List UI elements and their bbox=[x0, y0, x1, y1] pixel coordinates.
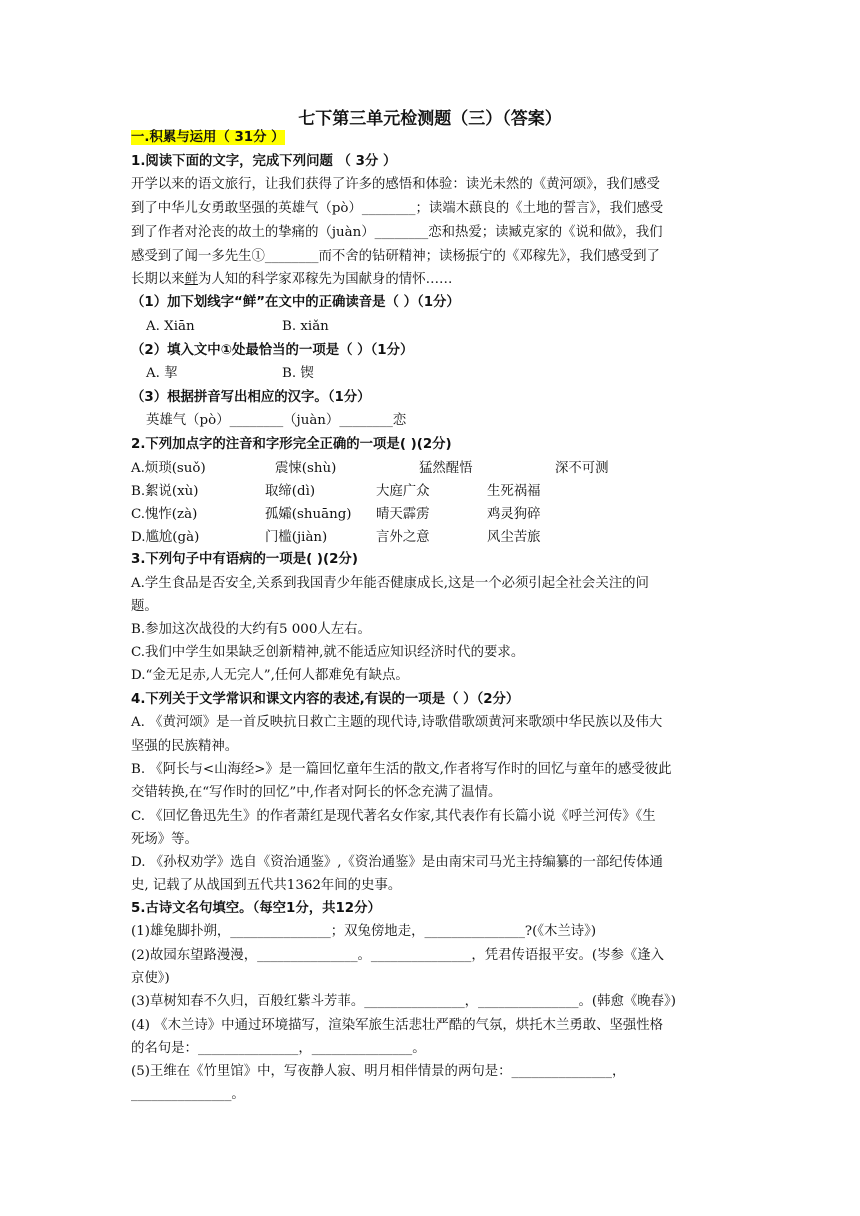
q4-line: A. 《黄河颂》是一首反映抗日救亡主题的现代诗,诗歌借歌颂黄河来歌颂中华民族以及伟大 bbox=[131, 715, 663, 730]
q1-passage-line-1: 开学以来的语文旅行，让我们获得了许多的感悟和体验：读光未然的《黄河颂》，我们感受 bbox=[131, 177, 660, 192]
q3-line: B.参加这次战役的大约有5 000人左右。 bbox=[131, 622, 371, 637]
q4-line: 史, 记载了从战国到五代共1362年间的史事。 bbox=[131, 878, 402, 893]
q1-passage-line-5: 长期以来鲜为人知的科学家邓稼先为国献身的情怀…… bbox=[131, 272, 453, 287]
q4-line: D. 《孙权劝学》选自《资治通鉴》,《资治通鉴》是由南宋司马光主持编纂的一部纪传体通 bbox=[131, 855, 663, 870]
q2-option-row bbox=[131, 505, 731, 525]
q5-stem: 5.古诗文名句填空。（每空1分，共12分） bbox=[131, 901, 381, 916]
q2-cell: 生死祸福 bbox=[487, 484, 541, 499]
q1-sub2: （2）填入文中①处最恰当的一项是（ ）（1分） bbox=[131, 343, 414, 358]
q1-sub1-option-a: A. Xiān bbox=[146, 319, 195, 334]
underlined-char: 鲜 bbox=[184, 272, 198, 287]
q5-line: (2)故园东望路漫漫，_______________。_______________，凭君传语报平安。(岑参《逢入 bbox=[131, 948, 665, 963]
q5-line: 的名句是：_______________，_______________。 bbox=[131, 1041, 426, 1056]
q3-line: C.我们中学生如果缺乏创新精神,就不能适应知识经济时代的要求。 bbox=[131, 645, 525, 660]
q5-line: 京使》) bbox=[131, 971, 170, 986]
q2-cell: 言外之意 bbox=[376, 530, 430, 545]
q2-cell: 风尘苦旅 bbox=[487, 530, 541, 545]
q1-passage-line-2: 到了中华儿女勇敢坚强的英雄气（pò）________；读端木蕻良的《土地的誓言》，我们感受 bbox=[131, 201, 664, 216]
q2-option-row bbox=[131, 528, 731, 548]
q2-cell: 门槛(jiàn) bbox=[265, 530, 328, 545]
q5-line: (5)王维在《竹里馆》中，写夜静人寂、明月相伴情景的两句是：_______________， bbox=[131, 1064, 626, 1079]
q1-sub1: （1）加下划线字“鲜”在文中的正确读音是（ ）（1分） bbox=[131, 295, 460, 310]
q1-passage-line-3: 到了作者对沦丧的故土的挚痛的（juàn）________恋和热爱；读臧克家的《说和做》，我们 bbox=[131, 225, 663, 240]
q2-cell: 猛然醒悟 bbox=[419, 461, 473, 476]
section-heading bbox=[131, 128, 731, 148]
q2-cell: B.絮说(xù) bbox=[131, 484, 199, 499]
q3-stem: 3.下列句子中有语病的一项是( )(2分) bbox=[131, 552, 358, 567]
q1-sub2-option-b: B. 锲 bbox=[282, 366, 314, 381]
q1-sub1-option-b: B. xiǎn bbox=[282, 319, 329, 334]
q1-sub1-options bbox=[146, 317, 746, 337]
q2-cell: D.尴尬(gà) bbox=[131, 530, 200, 545]
q3-line: D.“金无足赤,人无完人”,任何人都难免有缺点。 bbox=[131, 668, 409, 683]
q2-cell: 取缔(dì) bbox=[265, 484, 316, 499]
q2-cell: C.愧怍(zà) bbox=[131, 507, 198, 522]
q4-line: C. 《回忆鲁迅先生》的作者萧红是现代著名女作家,其代表作有长篇小说《呼兰河传》《生 bbox=[131, 809, 656, 824]
q5-line: (1)雄兔脚扑朔，_______________；双兔傍地走，_______________?(《木兰诗》) bbox=[131, 924, 597, 939]
q1-sub2-options bbox=[146, 364, 746, 384]
q5-line: (4) 《木兰诗》中通过环境描写，渲染军旅生活悲壮严酷的气氛，烘托木兰勇敢、坚强性格 bbox=[131, 1018, 664, 1033]
page-title: 七下第三单元检测题（三）（答案） bbox=[298, 109, 562, 129]
q2-cell: 孤孀(shuāng) bbox=[265, 507, 352, 522]
section-heading-text: 一.积累与运用（ 31分 ） bbox=[131, 130, 285, 145]
q4-line: 死场》等。 bbox=[131, 832, 198, 847]
q2-option-row bbox=[131, 482, 731, 502]
q3-line: A.学生食品是否安全,关系到我国青少年能否健康成长,这是一个必须引起全社会关注的问 bbox=[131, 576, 649, 591]
q4-stem: 4.下列关于文学常识和课文内容的表述,有误的一项是（ ）（2分） bbox=[131, 692, 520, 707]
q1-stem: 1.阅读下面的文字，完成下列问题 （ 3分 ） bbox=[131, 154, 397, 169]
q2-cell: 晴天霹雳 bbox=[376, 507, 430, 522]
q4-line: 交错转换,在“写作时的回忆”中,作者对阿长的怀念充满了温情。 bbox=[131, 785, 502, 800]
q2-cell: 鸡灵狗碎 bbox=[487, 507, 541, 522]
q1-sub3: （3）根据拼音写出相应的汉字。（1分） bbox=[131, 390, 371, 405]
q2-cell: 大庭广众 bbox=[376, 484, 430, 499]
q3-line: 题。 bbox=[131, 599, 158, 614]
q1-sub2-option-a: A. 挈 bbox=[146, 366, 178, 381]
q1-passage-line-4: 感受到了闻一多先生①________而不舍的钻研精神；读杨振宁的《邓稼先》，我们感受到了 bbox=[131, 249, 660, 264]
q2-cell: 震悚(shù) bbox=[275, 461, 337, 476]
q2-stem: 2.下列加点字的注音和字形完全正确的一项是( )(2分) bbox=[131, 437, 452, 452]
q5-line: (3)草树知春不久归，百般红紫斗芳菲。_______________，_______________。(韩愈《晚春》) bbox=[131, 994, 676, 1009]
q4-line: 坚强的民族精神。 bbox=[131, 739, 239, 754]
q5-line: _______________。 bbox=[131, 1087, 245, 1102]
q1-sub3-line: 英雄气（pò）________（juàn）________恋 bbox=[146, 413, 407, 428]
q2-cell: A.烦琐(suǒ) bbox=[131, 461, 206, 476]
q2-option-row bbox=[131, 459, 731, 479]
q4-line: B. 《阿长与<山海经>》是一篇回忆童年生活的散文,作者将写作时的回忆与童年的感受彼此 bbox=[131, 762, 672, 777]
q2-cell: 深不可测 bbox=[555, 461, 609, 476]
